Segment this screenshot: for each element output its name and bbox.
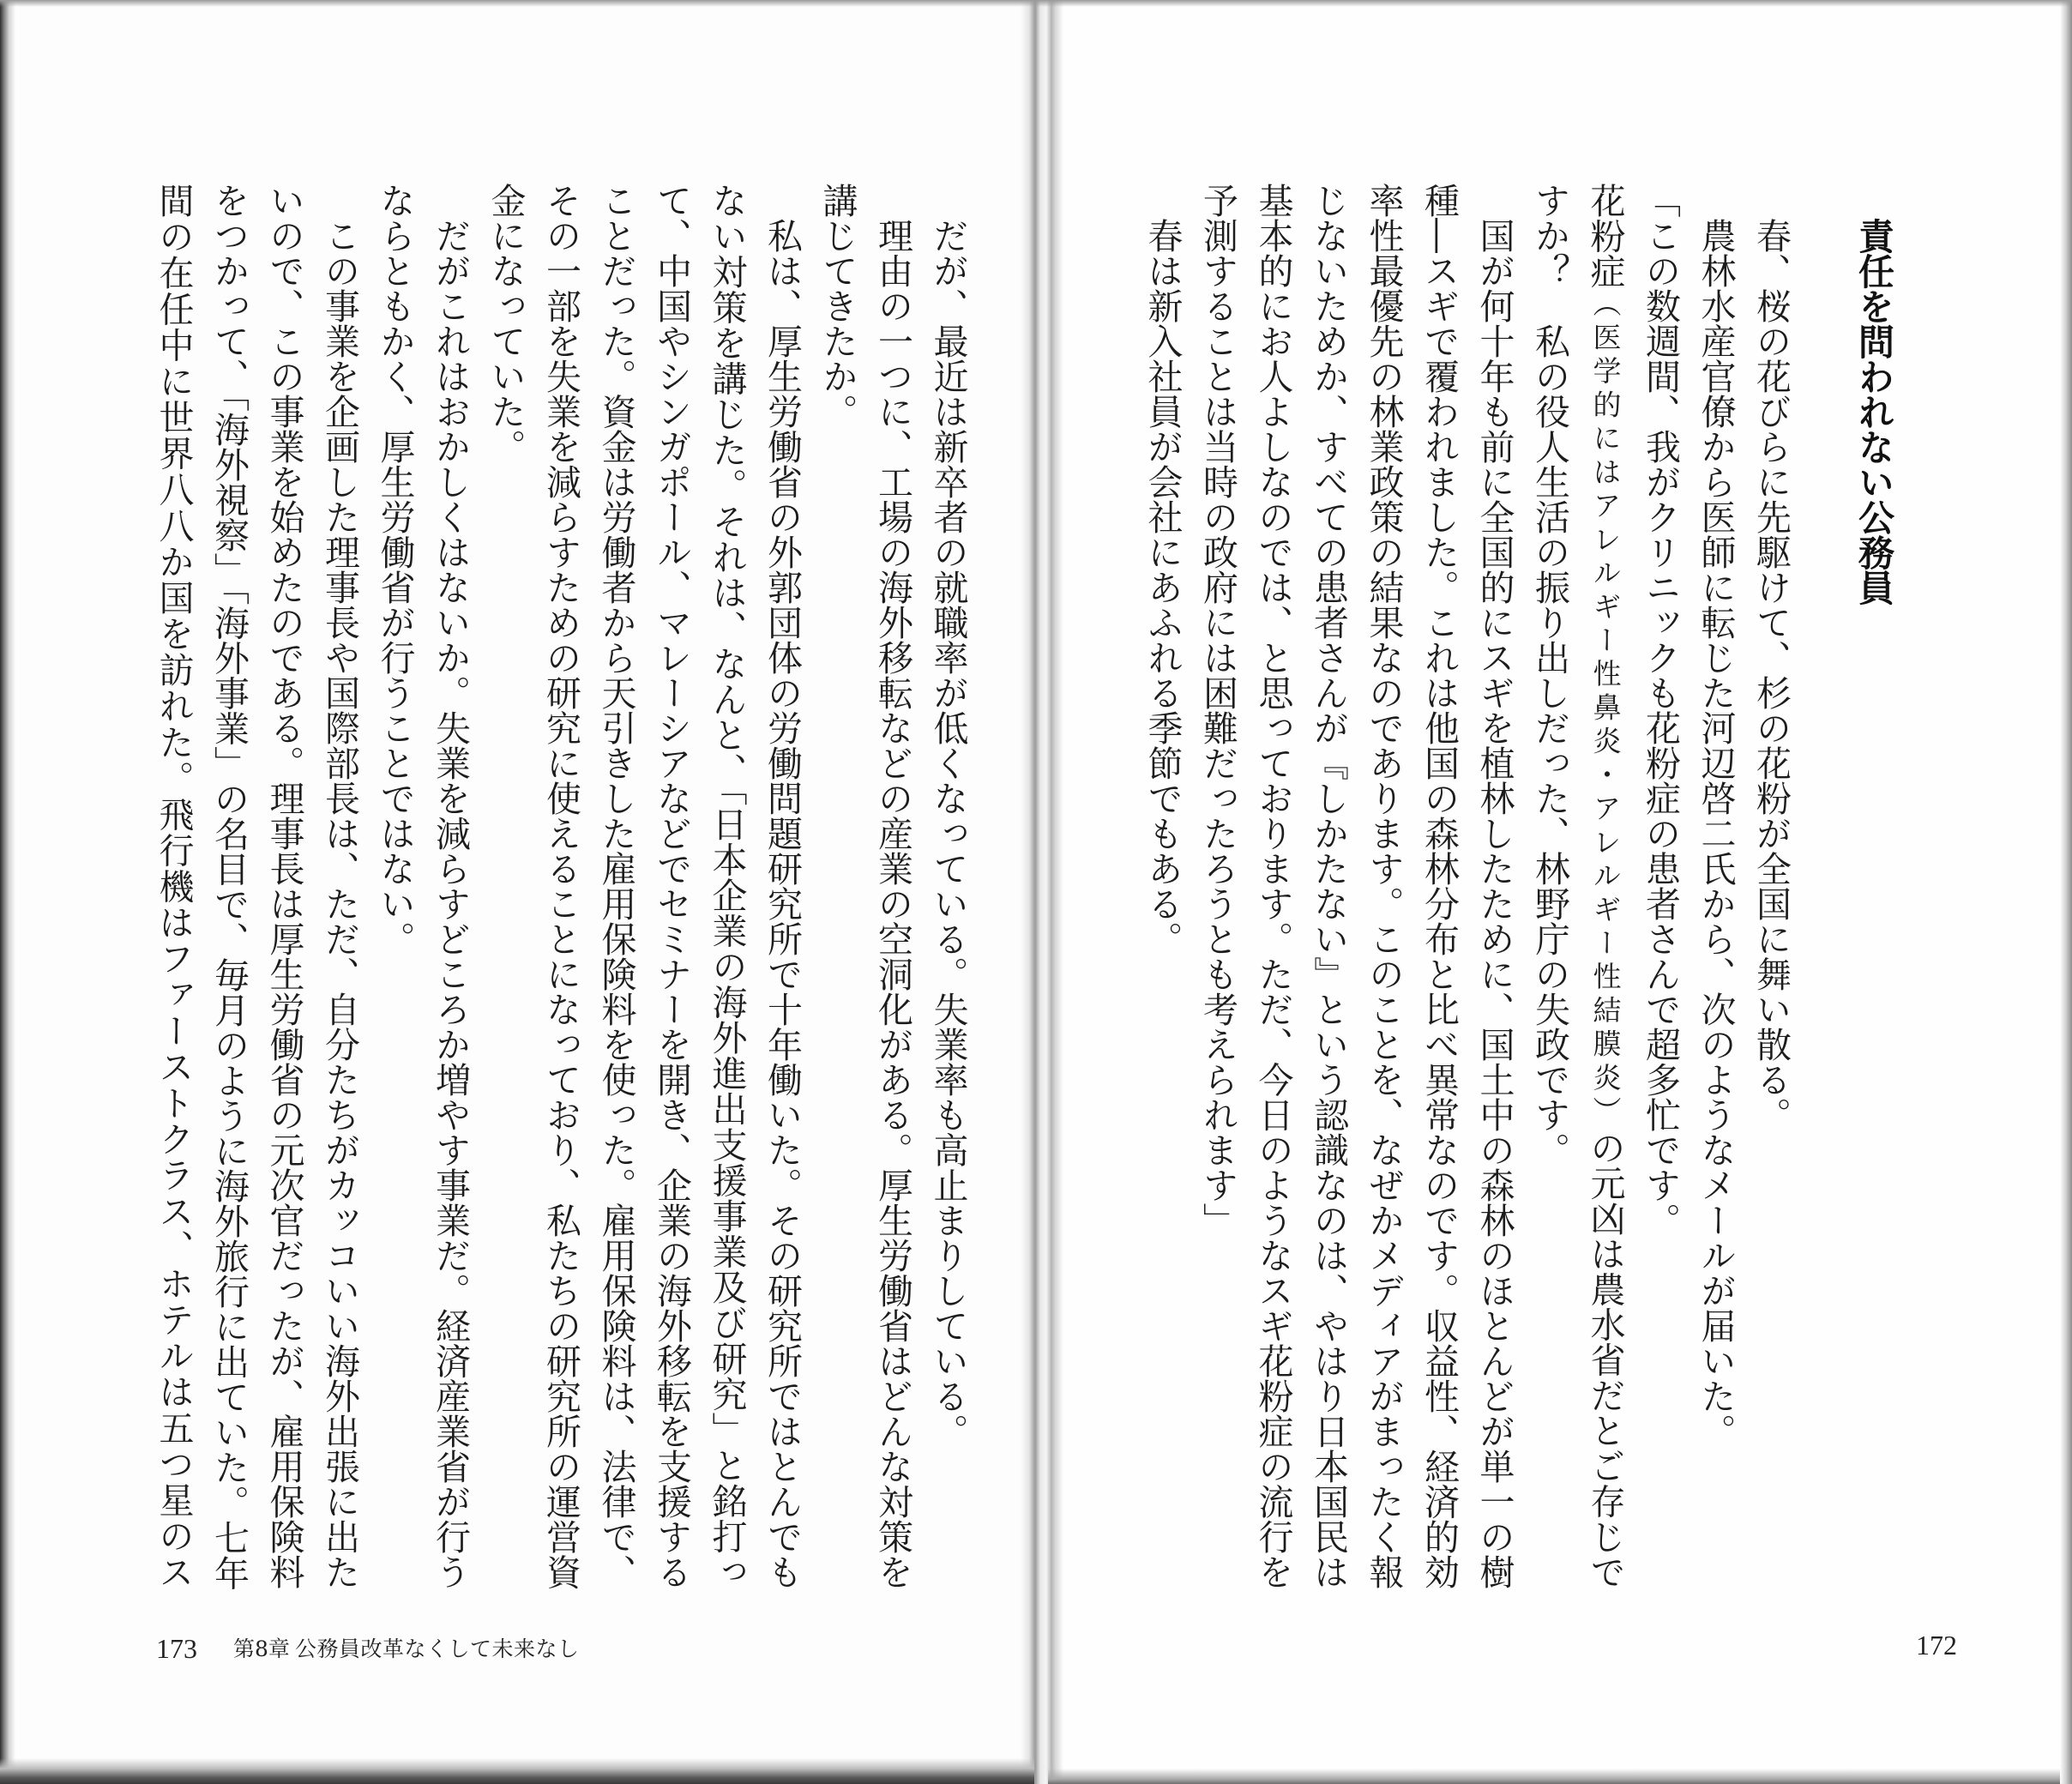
text-column: 間の在任中に世界八八か国を訪れた。飛行機はファーストクラス、ホテルは五つ星のス	[153, 183, 195, 1590]
text-column: その一部を失業を減らすための研究に使えることになっており、私たちの研究所の運営資	[540, 183, 581, 1589]
text-column: 率性最優先の林業政策の結果なのであります。このことを、なぜかメディアがまったく報	[1363, 183, 1405, 1589]
text-column: 理由の一つに、工場の海外移転などの産業の空洞化がある。厚生労働省はどんな対策を	[872, 218, 913, 1589]
text-column: ならともかく、厚生労働省が行うことではない。	[374, 183, 416, 956]
text-column	[1577, 183, 1633, 1589]
scan-shadow-top-edge	[0, 0, 2072, 7]
text-column: 「この数週間、我がクリニックも花粉症の患者さんで超多忙です。	[1640, 183, 1681, 1238]
scan-shadow-left-edge	[0, 0, 15, 1784]
text-column: 国が何十年も前に全国的にスギを植林したために、国土中の森林のほとんどが単一の樹	[1473, 218, 1515, 1589]
book-gutter-shadow	[1021, 0, 1063, 1784]
text-column: だがこれはおかしくはないか。失業を減らすどころか増やす事業だ。経済産業省が行う	[430, 218, 471, 1589]
text-column: 私は、厚生労働省の外郭団体の労働問題研究所で十年働いた。その研究所ではとんでも	[762, 218, 803, 1589]
right-page-body-text	[1135, 183, 1798, 1589]
page-number: 173	[156, 1633, 197, 1664]
right-page	[1048, 0, 2072, 1784]
text-column: をつかって、「海外視察」「海外事業」の名目で、毎月のように海外旅行に出ていた。七年	[208, 183, 250, 1589]
text-column: ことだった。資金は労働者から天引きした雇用保険料を使った。雇用保険料は、法律で、	[595, 183, 637, 1589]
text-column: いので、この事業を始めたのである。理事長は厚生労働省の元次官だったが、雇用保険料	[263, 183, 305, 1589]
left-page	[0, 0, 1034, 1784]
running-head-title: 公務員改革なくして未来なし	[295, 1636, 580, 1661]
left-page-body-text	[146, 183, 976, 1589]
text-column: ない対策を講じた。それは、なんと、「日本企業の海外進出支援事業及び研究」と銘打っ	[706, 183, 748, 1589]
scan-shadow-bottom-left	[0, 1758, 1034, 1784]
text-column: 基本的にお人よしなのでは、と思っております。ただ、今日のようなスギ花粉症の流行を	[1252, 183, 1294, 1589]
text-column: 春、桜の花びらに先駆けて、杉の花粉が全国に舞い散る。	[1750, 218, 1792, 1132]
text-column: 金になっていた。	[485, 183, 527, 464]
text-column: だが、最近は新卒者の就職率が低くなっている。失業率も高止まりしている。	[927, 218, 969, 1449]
text-column: 講じてきたか。	[816, 183, 858, 429]
section-heading: 責任を問われない公務員	[1853, 218, 1895, 605]
running-head-chapter: 第8章	[233, 1636, 290, 1661]
text-column: 春は新入社員が会社にあふれる季節でもある。	[1141, 218, 1184, 956]
text-column: この事業を企画した理事長や国際部長は、ただ、自分たちがカッコいい海外出張に出た	[319, 218, 360, 1589]
page-number: 172	[1916, 1630, 1957, 1660]
scan-shadow-right-edge	[2060, 0, 2072, 1784]
text-run: 花粉症	[1584, 183, 1626, 289]
text-column: 種―スギで覆われました。これは他国の森林分布と比べ異常なのです。収益性、経済的効	[1418, 183, 1460, 1589]
text-column: 予測することは当時の政府には困難だったろうとも考えられます」	[1197, 183, 1238, 1238]
text-column: て、中国やシンガポール、マレーシアなどでセミナーを開き、企業の海外移転を支援する	[651, 183, 692, 1589]
scan-shadow-bottom-right	[1048, 1769, 2060, 1784]
parenthetical-note: （医学的にはアレルギー性鼻炎・アレルギー性結膜炎）	[1588, 288, 1623, 1130]
text-column: 農林水産官僚から医師に転じた河辺啓二氏から、次のようなメールが届いた。	[1695, 218, 1737, 1449]
text-column: すか？ 私の役人生活の振り出しだった、林野庁の失政です。	[1529, 183, 1570, 1167]
text-run: の元凶は農水省だとご存じで	[1584, 1130, 1626, 1590]
text-column: じないためか、すべての患者さんが『しかたない』という認識なのは、やはり日本国民は	[1308, 183, 1349, 1589]
